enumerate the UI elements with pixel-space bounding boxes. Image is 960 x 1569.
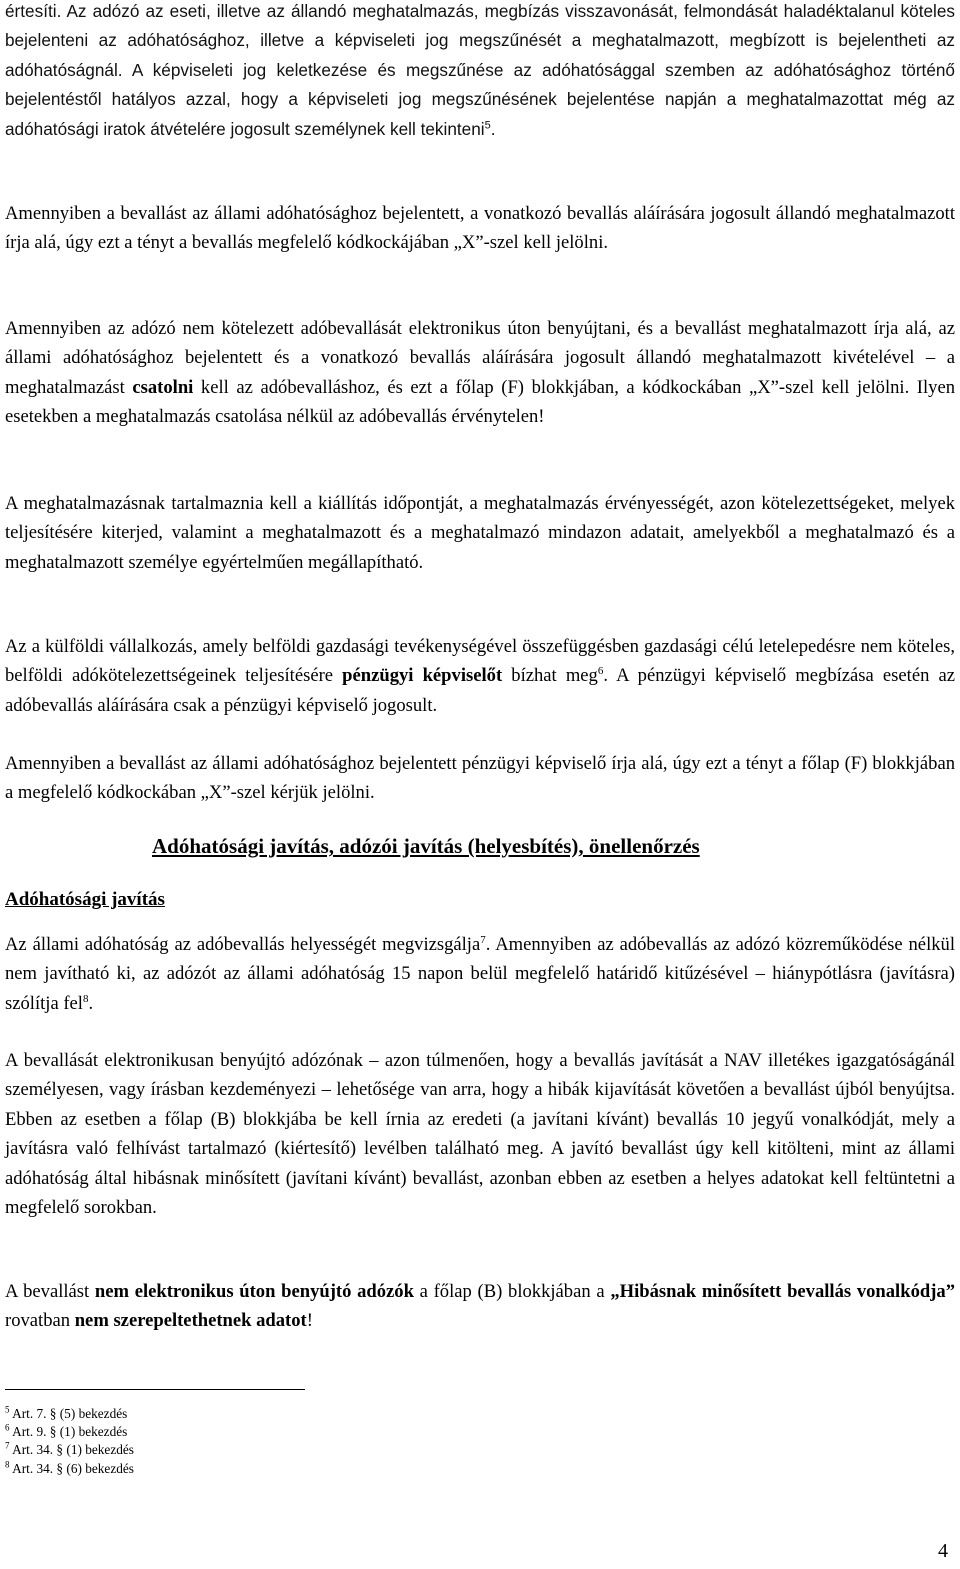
- paragraph-permanent-authorization: Amennyiben a bevallást az állami adóhatósághoz bejelentett, a vonatkozó bevallás aláírására jogosult állandó meghatalmazott írja alá, úgy ezt a tényt a bevallás megfelelő kódkockájában „X”-szel kell jelölni.: [5, 203, 955, 254]
- footnote-text: Art. 34. § (1) bekezdés: [12, 1442, 134, 1457]
- footnote-text: Art. 34. § (6) bekezdés: [12, 1461, 134, 1476]
- footnote-ref[interactable]: 7: [480, 933, 486, 946]
- text: .: [490, 118, 496, 139]
- footnote: [5, 1441, 134, 1459]
- text: .: [88, 992, 94, 1014]
- text: értesíti. Az adózó az eseti, illetve az állandó meghatalmazás, megbízás visszavonását, felmondását haladéktalanul köteles bejelenteni az adóhatósághoz, illetve a képviseleti jog megszűnését a meghatalmazott, megbízott is bejelentheti az adóhatóságnál. A képviseleti jog keletkezése és megszűnése az adóhatósággal szemben az adóhatósághoz történő bejelentéstől hatályos azzal, hogy a képviseleti jog megszűnésének bejelentése napján a meghatalmazottat még az adóhatósági iratok átvételére jogosult személynek kell tekinteni: [5, 1, 955, 139]
- text: kell az adóbevalláshoz, és ezt a főlap (F) blokkjában, a kódkockában „X”-szel kell jelölni. Ilyen esetekben a meghatalmazás csatolása nélkül az adóbevallás érvénytelen!: [5, 376, 956, 428]
- paragraph-electronic-correction: A bevallását elektronikusan benyújtó adózónak – azon túlmenően, hogy a bevallás javítását a NAV illetékes igazgatóságánál személyesen, vagy írásban kezdeményezi – lehetősége van arra, hogy a hibák kijavítását követően a bevallást újból benyújtsa. Ebben az esetben a főlap (B) blokkjába be kell írnia az eredeti (a javítani kívánt) bevallás 10 jegyű vonalkódját, mely a javításra való felhívást tartalmazó (kiértesítő) levélben található meg. A javító bevallást úgy kell kitölteni, mint az állami adóhatóság által hibásnak minősített (javítani kívánt) bevallást, azonban ebben az esetben a helyes adatokat kell feltüntetni a megfelelő sorokban.: [5, 1050, 955, 1219]
- text: Az a külföldi vállalkozás, amely belföldi gazdasági tevékenységével összefüggésben gazdasági célú letelepedésre nem köteles, belföldi adókötelezettségeinek teljesítésére: [5, 636, 955, 687]
- bold-text: nem elektronikus úton benyújtó adózók: [94, 1281, 414, 1302]
- text: bízhat meg: [511, 665, 598, 687]
- footnote-text: Art. 7. § (5) bekezdés: [12, 1406, 128, 1421]
- footnote-divider: [5, 1389, 305, 1390]
- subsection-heading: Adóhatósági javítás: [5, 889, 165, 910]
- footnote-number: 8: [5, 1459, 10, 1470]
- footnote-number: 7: [5, 1440, 10, 1451]
- paragraph-representation-notice: [5, 0, 955, 144]
- text: Amennyiben az adózó nem kötelezett adóbevallását elektronikus úton benyújtani, és a bevallást meghatalmazott írja alá, az állami adóhatósághoz bejelentett és a vonatkozó bevallás aláírására jogosult állandó meghatalmazott kivételével – a meghatalmazást: [5, 318, 955, 398]
- bold-text: „Hibásnak minősített bevallás vonalkódja”: [610, 1281, 955, 1302]
- footnote-text: Art. 9. § (1) bekezdés: [12, 1424, 128, 1439]
- paragraph-non-electronic-filers: [5, 1277, 955, 1336]
- footnote: [5, 1460, 134, 1478]
- text: . Amennyiben az adóbevallás az adózó közreműködése nélkül nem javítható ki, az adózót az állami adóhatóság 15 napon belül megfelelő határidő kitűzésével – hiánypótlásra (javításra) szólítja fel: [5, 934, 955, 1014]
- text: Az állami adóhatóság az adóbevallás helyességét megvizsgálja: [5, 934, 481, 955]
- footnote: [5, 1405, 127, 1423]
- paragraph-authority-correction: [5, 930, 955, 1018]
- text: !: [306, 1310, 313, 1332]
- footnote-number: 6: [5, 1422, 10, 1433]
- text: . A pénzügyi képviselő megbízása esetén az adóbevallás aláírására csak a pénzügyi képviselő jogosult.: [5, 665, 956, 716]
- paragraph-financial-representative-signature: Amennyiben a bevallást az állami adóhatósághoz bejelentett pénzügyi képviselő írja alá, úgy ezt a tényt a főlap (F) blokkjában a megfelelő kódkockában „X”-szel kérjük jelölni.: [5, 753, 955, 804]
- footnote-ref[interactable]: 6: [597, 665, 604, 678]
- text: a főlap (B) blokkjában a: [419, 1281, 605, 1302]
- footnote-number: 5: [5, 1404, 10, 1415]
- text: A bevallást: [5, 1281, 90, 1302]
- bold-text: pénzügyi képviselőt: [342, 665, 503, 687]
- paragraph-financial-representative: [5, 632, 955, 720]
- section-heading: Adóhatósági javítás, adózói javítás (helyesbítés), önellenőrzés: [152, 834, 700, 858]
- footnote-ref[interactable]: 8: [82, 992, 89, 1005]
- paragraph-attach-authorization: [5, 314, 955, 432]
- page-number: 4: [938, 1540, 948, 1562]
- footnote: [5, 1423, 127, 1441]
- footnote-ref[interactable]: 5: [484, 118, 491, 131]
- paragraph-authorization-content: A meghatalmazásnak tartalmaznia kell a kiállítás időpontját, a meghatalmazás érvényességét, azon kötelezettségeket, melyek teljesítésére kiterjed, valamint a meghatalmazott és a meghatalmazó mindazon adatait, amelyekből a meghatalmazó és a meghatalmazott személye egyértelműen megállapítható.: [5, 493, 955, 573]
- text: rovatban: [5, 1310, 71, 1332]
- bold-text: csatolni: [132, 376, 194, 398]
- bold-text: nem szerepeltethetnek adatot: [74, 1310, 307, 1332]
